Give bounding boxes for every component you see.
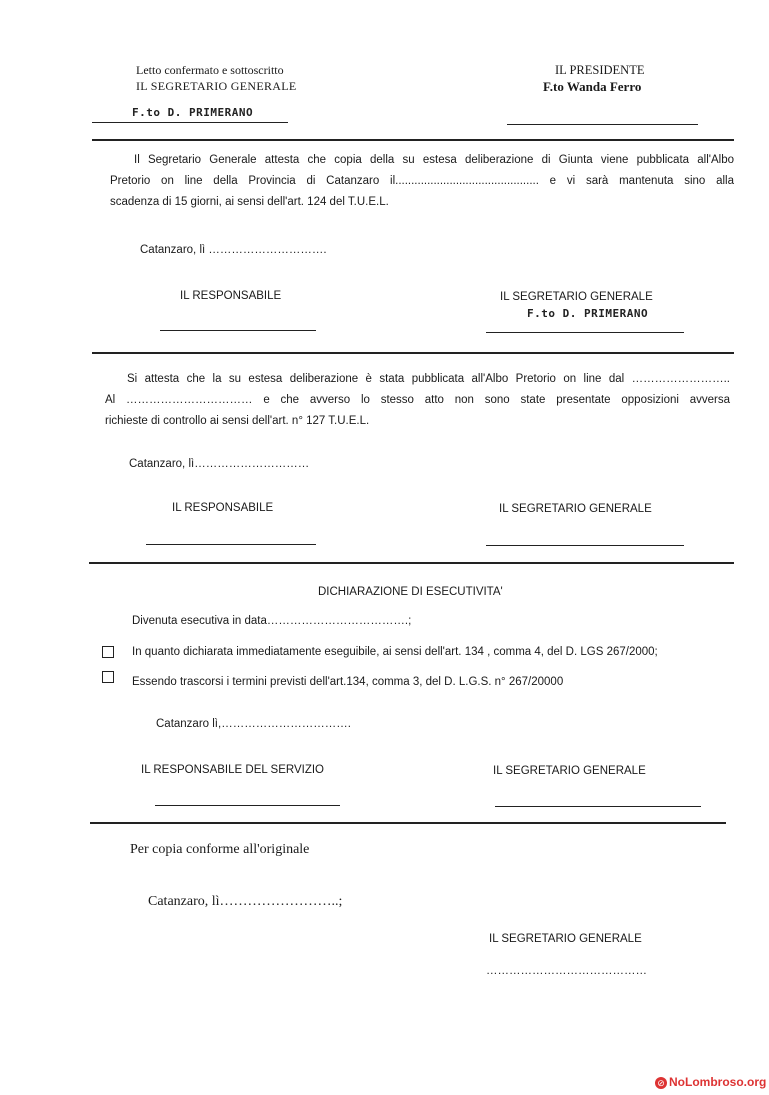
text-line: Pretorio on line della Provincia di Catanzaro il............................................. e vi sarà mantenuta sino alla — [110, 175, 734, 187]
text-line: scadenza di 15 giorni, ai sensi dell'art. 124 del T.U.E.L. — [110, 196, 389, 208]
responsible-label: IL RESPONSABILE — [180, 290, 282, 302]
place-date: Catanzaro, lì………………………… — [129, 458, 310, 470]
confirmation-note: Letto confermato e sottoscritto — [136, 63, 284, 77]
secretary-label: IL SEGRETARIO GENERALE — [500, 291, 653, 303]
secretary-signature-line — [495, 806, 701, 807]
secretary-signature-line — [486, 545, 684, 546]
place-date: Catanzaro, lì …………………………. — [140, 244, 327, 256]
secretary-label: IL SEGRETARIO GENERALE — [493, 765, 646, 777]
place-date: Catanzaro, lì……………………..; — [148, 894, 343, 909]
responsible-signature-line — [160, 330, 316, 331]
secretary-label: IL SEGRETARIO GENERALE — [489, 933, 642, 945]
publication-statement — [110, 150, 734, 213]
secretary-signature-line — [486, 332, 684, 333]
watermark-text: NoLombroso.org — [669, 1075, 767, 1089]
divider — [90, 822, 726, 824]
section-title: DICHIARAZIONE DI ESECUTIVITA' — [318, 586, 503, 598]
responsible-signature-line — [155, 805, 340, 806]
right-signature-line — [507, 124, 698, 125]
secretary-stamp-text: F.to D. PRIMERANO — [527, 307, 649, 320]
text-line: Il Segretario Generale attesta che copia della su estesa deliberazione di Giunta viene pubblicata all'Albo — [134, 154, 734, 166]
executive-date: Divenuta esecutiva in data……………………………….; — [132, 615, 412, 627]
divider — [89, 562, 734, 564]
certified-copy-note: Per copia conforme all'originale — [130, 842, 310, 857]
divider — [92, 139, 734, 141]
divider — [92, 352, 734, 354]
responsible-signature-line — [146, 544, 316, 545]
publication-attestation — [105, 369, 730, 432]
service-responsible-label: IL RESPONSABILE DEL SERVIZIO — [141, 764, 325, 776]
left-stamp-text: F.to D. PRIMERANO — [132, 106, 254, 119]
secretary-label: IL SEGRETARIO GENERALE — [499, 503, 652, 515]
text-line: richieste di controllo ai sensi dell'art. n° 127 T.U.E.L. — [105, 415, 370, 427]
left-signature-line — [92, 122, 288, 123]
immediate-execution-checkbox[interactable] — [102, 646, 114, 658]
watermark-logo-icon: ⊘ — [655, 1077, 667, 1089]
president-name: F.to Wanda Ferro — [543, 79, 642, 94]
terms-elapsed-checkbox[interactable] — [102, 671, 114, 683]
place-date: Catanzaro lì,……………………………. — [156, 718, 351, 730]
responsible-label: IL RESPONSABILE — [172, 502, 274, 514]
secretary-signature-stamp — [527, 307, 648, 320]
text-line: Al …………………………… e che avverso lo stesso atto non sono state presentate opposizioni avversa — [105, 394, 730, 406]
right-signer-role: IL PRESIDENTE — [555, 63, 645, 77]
terms-elapsed-label: Essendo trascorsi i termini previsti dell'art.134, comma 3, del D. L.G.S. n° 267/20000 — [132, 676, 564, 688]
immediate-execution-label: In quanto dichiarata immediatamente eseguibile, ai sensi dell'art. 134 , comma 4, del D. LGS 267/2000; — [132, 646, 658, 658]
left-signer-role: IL SEGRETARIO GENERALE — [136, 79, 297, 93]
text-line: Si attesta che la su estesa deliberazione è stata pubblicata all'Albo Pretorio on line dal …………………….. — [127, 373, 730, 385]
left-signature-stamp — [132, 106, 253, 119]
secretary-signature-dots: …………………………………… — [486, 965, 647, 977]
